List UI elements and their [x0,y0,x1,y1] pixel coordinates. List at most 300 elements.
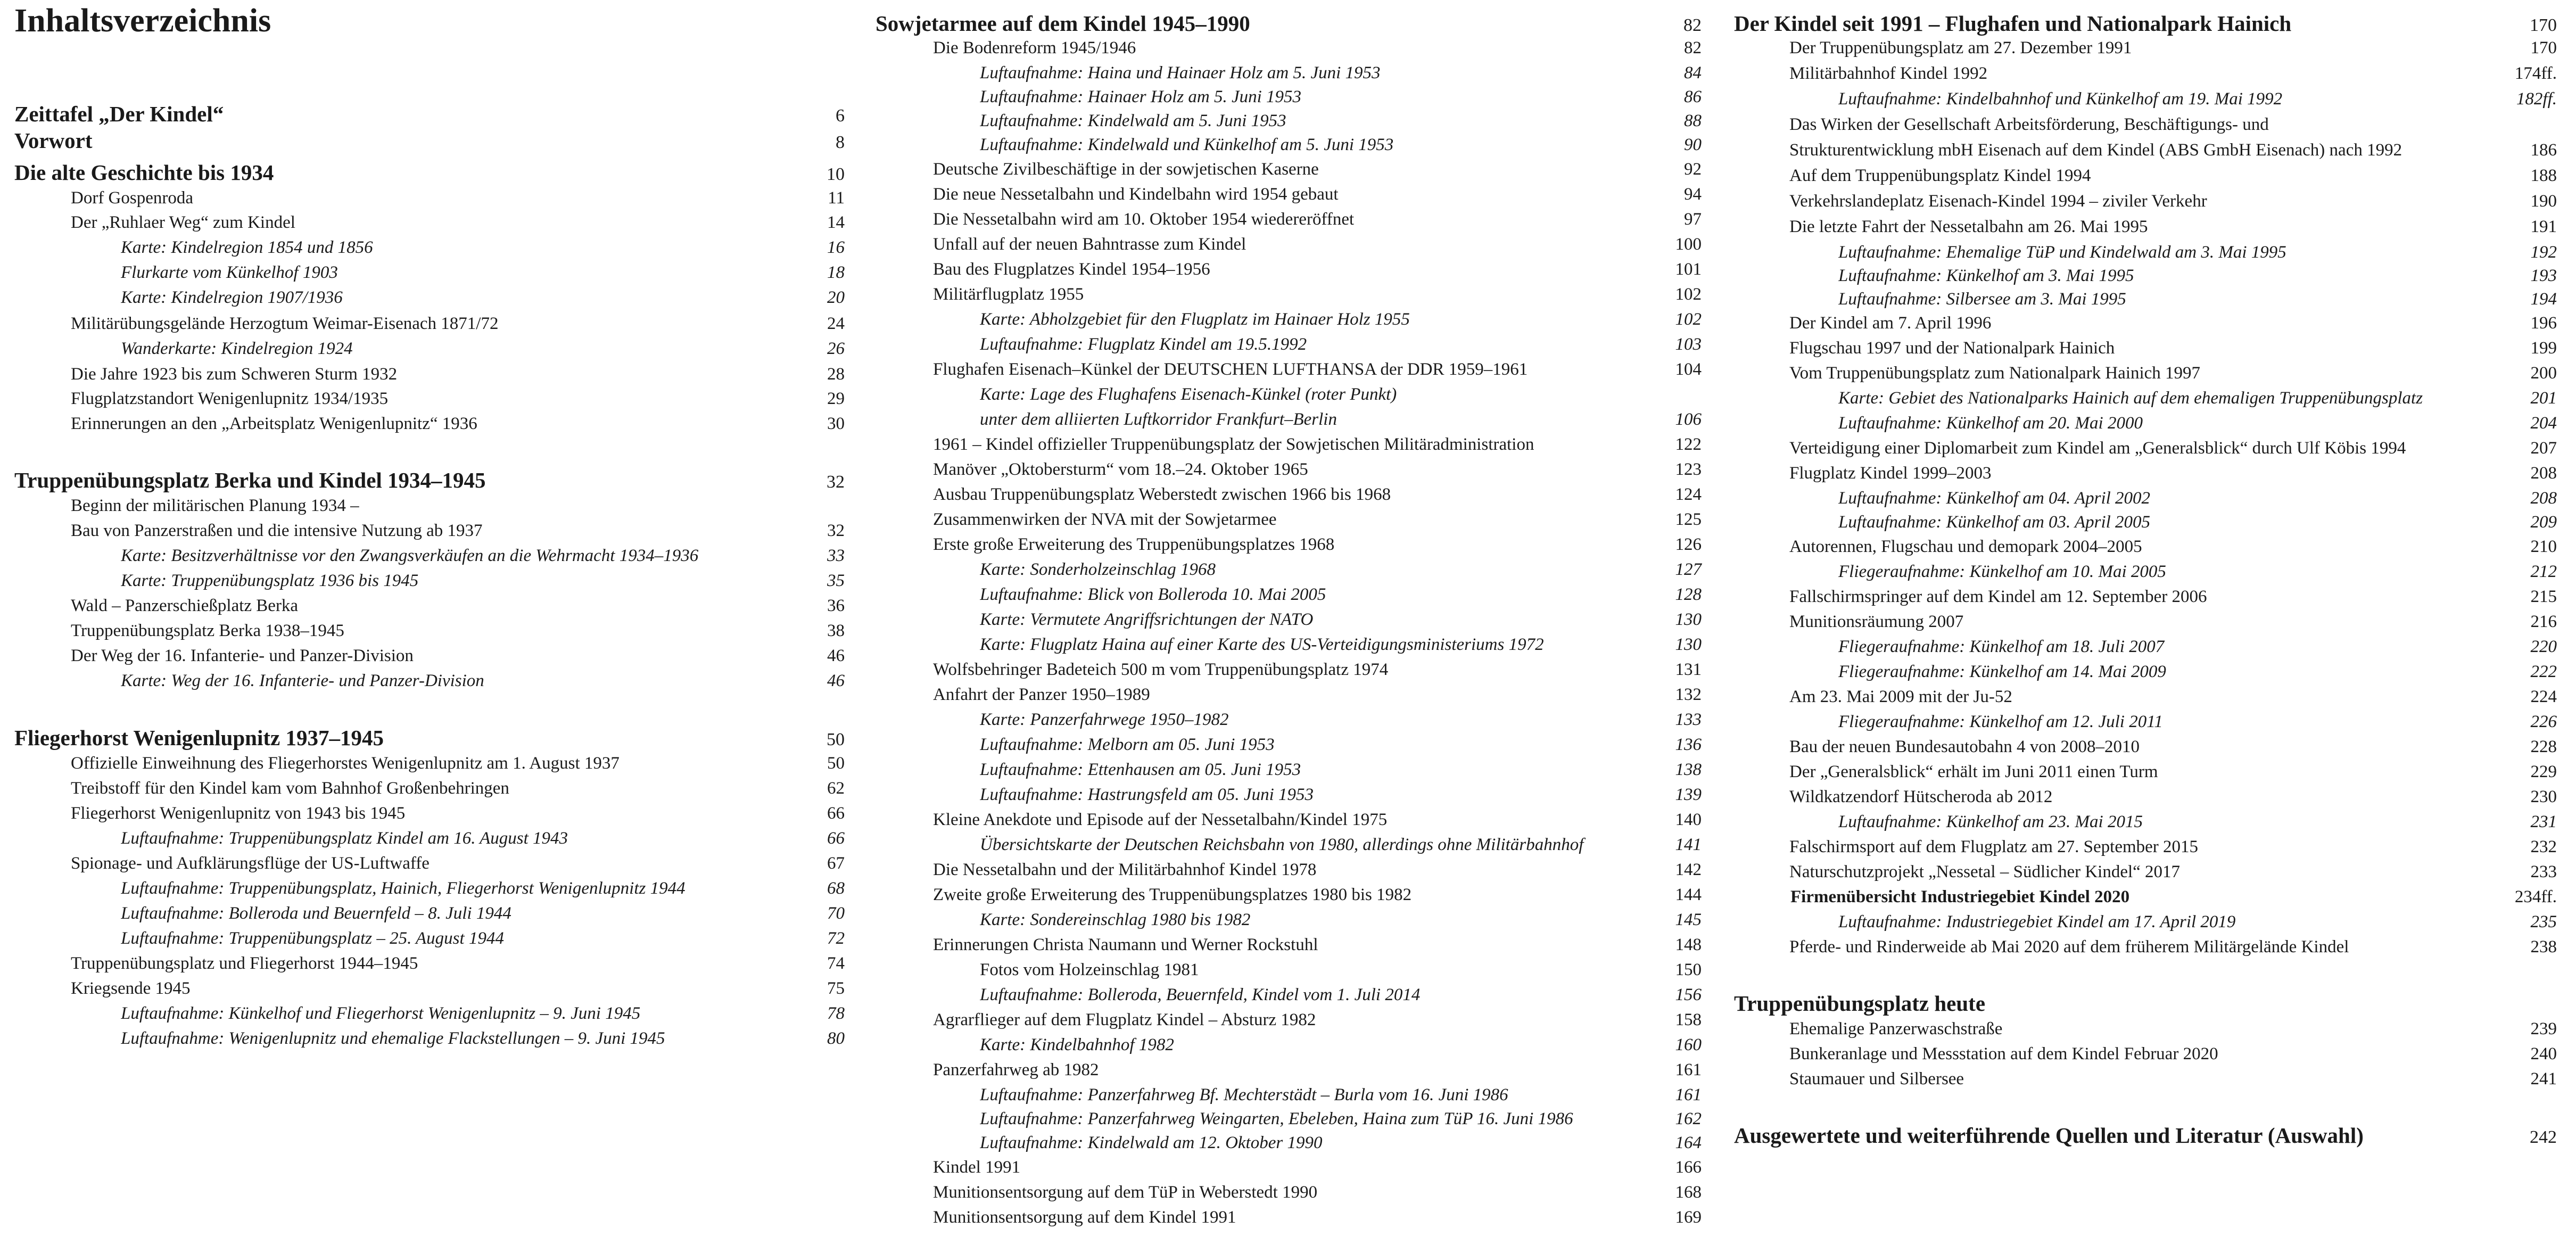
toc-entry[interactable] [1734,1019,2557,1039]
toc-sub-entry[interactable] [876,410,1702,430]
toc-entry[interactable] [876,535,1702,555]
toc-page-number: 28 [827,365,845,384]
toc-entry-title: Wald – Panzerschießplatz Berka [71,596,299,615]
toc-entry[interactable] [876,160,1702,179]
toc-entry[interactable] [1734,115,2557,135]
toc-entry-title: Am 23. Mai 2009 mit der Ju-52 [1789,687,2012,706]
toc-entry-title: Auf dem Truppenübungsplatz Kindel 1994 [1789,166,2091,185]
toc-entry[interactable] [1734,64,2557,84]
toc-page-number: 133 [1675,710,1702,729]
toc-entry-title: Fliegerhorst Wenigenlupnitz von 1943 bis 1945 [71,804,406,823]
toc-entry[interactable] [876,1010,1702,1030]
toc-page-number: 170 [2530,38,2557,57]
toc-page-number: 26 [827,339,845,358]
toc-entry-title: Luftaufnahme: Ettenhausen am 05. Juni 1953 [980,760,1301,779]
toc-entry[interactable] [1734,762,2557,782]
toc-sub-entry[interactable] [876,87,1702,107]
toc-entry-title: Die Nessetalbahn wird am 10. Oktober 1954 wiedereröffnet [933,210,1355,229]
toc-page-number: 209 [2530,513,2557,532]
toc-page-number: 92 [1684,160,1702,179]
toc-page-number: 35 [827,571,845,590]
toc-entry[interactable] [1734,612,2557,632]
toc-entry[interactable] [1734,737,2557,757]
toc-sub-entry[interactable] [1734,266,2557,286]
toc-sub-entry[interactable] [876,310,1702,329]
toc-page-number: 10 [827,164,845,184]
toc-sub-entry[interactable] [876,1109,1702,1129]
toc-entry-title: Verkehrslandeplatz Eisenach-Kindel 1994 – ziviler Verkehr [1789,192,2207,211]
toc-page-number: 204 [2530,414,2557,433]
toc-sub-entry[interactable] [1734,489,2557,508]
toc-page-number: 106 [1675,410,1702,429]
toc-entry[interactable] [14,521,845,541]
toc-sub-entry[interactable] [876,135,1702,155]
toc-entry-title: Karte: Flugplatz Haina auf einer Karte des US-Verteidigungsministeriums 1972 [980,635,1544,654]
toc-sub-entry[interactable] [876,735,1702,755]
toc-entry[interactable] [14,389,845,409]
toc-entry-title: Fliegeraufnahme: Künkelhof am 10. Mai 2005 [1838,562,2166,581]
toc-entry-title: Dorf Gospenroda [71,188,194,208]
toc-entry[interactable] [14,188,845,208]
toc-page-number: 224 [2530,687,2557,706]
toc-page-number: 240 [2530,1044,2557,1063]
toc-sub-entry[interactable] [14,571,845,591]
toc-entry[interactable] [1734,937,2557,957]
toc-sub-entry[interactable] [876,1085,1702,1105]
toc-page-number: 160 [1675,1035,1702,1054]
toc-page-number: 212 [2530,562,2557,581]
toc-entry-title: Bunkeranlage und Messstation auf dem Kindel Februar 2020 [1789,1044,2218,1063]
toc-page-number: 6 [836,106,845,126]
toc-entry[interactable] [1734,439,2557,458]
toc-sub-entry[interactable] [876,610,1702,630]
toc-entry[interactable] [876,38,1702,58]
toc-page-number: 233 [2530,862,2557,881]
toc-sub-entry[interactable] [1734,290,2557,309]
toc-page-number: 46 [827,671,845,690]
toc-sub-entry[interactable] [876,785,1702,805]
toc-page-number: 162 [1675,1109,1702,1128]
toc-page-number: 140 [1675,810,1702,829]
toc-entry-title: Ausbau Truppenübungsplatz Weberstedt zwischen 1966 bis 1968 [933,485,1391,504]
toc-sub-entry[interactable] [876,960,1702,980]
toc-entry[interactable] [1734,687,2557,707]
toc-entry-title: Luftaufnahme: Künkelhof am 03. April 2005 [1838,513,2151,532]
toc-page-number: 234ff. [2514,887,2557,906]
toc-sub-entry[interactable] [1734,637,2557,657]
toc-entry[interactable] [14,954,845,974]
toc-entry-title: Militärflugplatz 1955 [933,285,1084,304]
toc-page-number: 242 [2530,1127,2557,1147]
toc-entry[interactable] [14,779,845,798]
toc-entry[interactable] [1734,837,2557,857]
toc-entry[interactable] [876,660,1702,680]
toc-page-number: 75 [827,979,845,998]
toc-page-number: 194 [2530,290,2557,309]
toc-entry[interactable] [876,210,1702,229]
toc-page-number: 199 [2530,339,2557,358]
toc-entry-title: Truppenübungsplatz Berka und Kindel 1934–1945 [14,468,486,492]
toc-entry-title: Luftaufnahme: Truppenübungsplatz, Hainich, Fliegerhorst Wenigenlupnitz 1944 [121,879,686,898]
toc-entry[interactable] [14,979,845,999]
toc-entry-title: Der Kindel am 7. April 1996 [1789,314,1992,333]
toc-entry-title: Flughafen Eisenach–Künkel der DEUTSCHEN LUFTHANSA der DDR 1959–1961 [933,360,1528,379]
toc-entry-title: Die Nessetalbahn und der Militärbahnhof Kindel 1978 [933,860,1317,879]
toc-page-number: 144 [1675,885,1702,904]
toc-page-number: 208 [2530,489,2557,508]
toc-entry-title: Wanderkarte: Kindelregion 1924 [121,339,353,358]
toc-page-number: 174ff. [2514,64,2557,83]
toc-entry-title: Wolfsbehringer Badeteich 500 m vom Truppenübungsplatz 1974 [933,660,1389,679]
toc-entry-title: Munitionsentsorgung auf dem Kindel 1991 [933,1208,1236,1227]
toc-entry[interactable] [1734,587,2557,607]
toc-entry[interactable] [876,1060,1702,1080]
toc-page-number: 232 [2530,837,2557,856]
toc-entry-title: Luftaufnahme: Hastrungsfeld am 05. Juni 1953 [980,785,1314,804]
toc-sub-entry[interactable] [876,385,1702,405]
toc-page-number: 16 [827,238,845,257]
toc-entry-title: Agrarflieger auf dem Flugplatz Kindel – Absturz 1982 [933,1010,1316,1029]
toc-page-number: 192 [2530,243,2557,262]
toc-sub-entry[interactable] [1734,912,2557,932]
toc-entry[interactable] [1734,464,2557,483]
toc-entry-title: Luftaufnahme: Melborn am 05. Juni 1953 [980,735,1275,754]
toc-entry[interactable] [1734,364,2557,383]
toc-entry-title: Luftaufnahme: Kindelwald am 12. Oktober 1990 [980,1133,1323,1152]
toc-page-number: 150 [1675,960,1702,979]
toc-entry[interactable] [14,804,845,823]
toc-page-number: 14 [827,213,845,232]
toc-entry[interactable] [876,435,1702,455]
toc-sub-entry[interactable] [1734,712,2557,732]
toc-entry-title: Manöver „Oktobersturm“ vom 18.–24. Oktober 1965 [933,460,1308,479]
toc-entry-title: Das Wirken der Gesellschaft Arbeitsförderung, Beschäftigungs- und [1789,115,2269,134]
toc-entry[interactable] [1734,862,2557,882]
toc-entry-title: Die letzte Fahrt der Nessetalbahn am 26. Mai 1995 [1789,217,2148,236]
toc-entry-title: Karte: Weg der 16. Infanterie- und Panzer-Division [121,671,484,690]
toc-page-number: 196 [2530,314,2557,333]
toc-page-number: 216 [2530,612,2557,631]
toc-sub-entry[interactable] [876,1133,1702,1153]
toc-entry-title: Karte: Vermutete Angriffsrichtungen der NATO [980,610,1314,629]
toc-entry[interactable] [1734,339,2557,358]
toc-page-number: 132 [1675,685,1702,704]
toc-entry[interactable] [14,646,845,666]
toc-page-number: 200 [2530,364,2557,383]
toc-page-number: 188 [2530,166,2557,185]
toc-sub-entry[interactable] [1734,389,2557,408]
toc-entry[interactable] [14,496,845,516]
toc-entry[interactable] [876,360,1702,380]
toc-page-number: 46 [827,646,845,665]
toc-entry-title: Luftaufnahme: Panzerfahrweg Weingarten, Ebeleben, Haina zum TüP 16. Juni 1986 [980,1109,1573,1128]
toc-page-number: 208 [2530,464,2557,483]
toc-page-number: 88 [1684,111,1702,130]
toc-column-right [1734,0,2557,1245]
toc-page-number: 38 [827,621,845,640]
toc-entry-title: Zweite große Erweiterung des Truppenübungsplatzes 1980 bis 1982 [933,885,1412,904]
toc-entry[interactable] [876,235,1702,254]
toc-sub-entry[interactable] [14,829,845,848]
toc-sub-entry[interactable] [1734,414,2557,433]
toc-page-number: 128 [1675,585,1702,604]
toc-entry[interactable] [876,1158,1702,1177]
toc-entry-title: Fallschirmspringer auf dem Kindel am 12. September 2006 [1789,587,2207,606]
toc-page-number: 148 [1675,935,1702,954]
toc-entry-title: Luftaufnahme: Kindelwald am 5. Juni 1953 [980,111,1286,130]
toc-entry[interactable] [1734,887,2557,907]
toc-entry[interactable] [1734,217,2557,237]
toc-entry-title: Kriegsende 1945 [71,979,191,998]
toc-column-left [14,0,845,1245]
toc-page-number: 230 [2530,787,2557,806]
toc-sub-entry[interactable] [14,1004,845,1024]
toc-entry-title: Sowjetarmee auf dem Kindel 1945–1990 [876,11,1250,36]
toc-entry-title: Pferde- und Rinderweide ab Mai 2020 auf dem früherem Militärgelände Kindel [1789,937,2349,957]
toc-sub-entry[interactable] [1734,812,2557,832]
toc-entry-title: Luftaufnahme: Hainaer Holz am 5. Juni 1953 [980,87,1302,106]
toc-entry[interactable] [876,685,1702,705]
toc-entry[interactable] [876,185,1702,204]
toc-sub-entry[interactable] [14,238,845,258]
toc-sub-entry[interactable] [1734,513,2557,532]
toc-entry[interactable] [14,854,845,873]
toc-entry[interactable] [1734,192,2557,211]
toc-page-number: 78 [827,1004,845,1023]
toc-page-number: 235 [2530,912,2557,931]
toc-page-number: 131 [1675,660,1702,679]
toc-entry-title: Fotos vom Holzeinschlag 1981 [980,960,1199,979]
toc-entry-title: Anfahrt der Panzer 1950–1989 [933,685,1150,704]
toc-entry-title: 1961 – Kindel offizieller Truppenübungsplatz der Sowjetischen Militäradministration [933,435,1534,454]
toc-entry[interactable] [14,754,845,773]
toc-entry-title: Staumauer und Silbersee [1789,1069,1964,1089]
toc-entry-title: Munitionsentsorgung auf dem TüP in Weberstedt 1990 [933,1183,1318,1202]
toc-page-number: 193 [2530,266,2557,285]
toc-page-number: 62 [827,779,845,798]
toc-entry[interactable] [14,314,845,334]
toc-entry-title: Deutsche Zivilbeschäftige in der sowjetischen Kaserne [933,160,1319,179]
toc-entry[interactable] [1734,141,2557,160]
toc-page-number: 36 [827,596,845,615]
toc-entry-title: Luftaufnahme: Truppenübungsplatz Kindel am 16. August 1943 [121,829,568,848]
toc-entry[interactable] [876,260,1702,279]
toc-entry-title: Beginn der militärischen Planung 1934 – [71,496,359,515]
toc-entry-title: Karte: Kindelbahnhof 1982 [980,1035,1174,1054]
toc-entry-title: Flugschau 1997 und der Nationalpark Hainich [1789,339,2115,358]
toc-entry[interactable] [876,1208,1702,1227]
toc-page-number: 100 [1675,235,1702,254]
toc-page-number: 215 [2530,587,2557,606]
toc-section-heading[interactable] [14,467,845,493]
toc-entry[interactable] [1734,38,2557,58]
toc-page-number: 139 [1675,785,1702,804]
toc-entry-title: Munitionsräumung 2007 [1789,612,1964,631]
toc-entry-title: Zusammenwirken der NVA mit der Sowjetarmee [933,510,1277,529]
toc-sub-entry[interactable] [876,1035,1702,1055]
toc-entry-title: Zeittafel „Der Kindel“ [14,102,224,126]
toc-entry[interactable] [1734,1069,2557,1089]
toc-page-number: 127 [1675,560,1702,579]
toc-sub-entry[interactable] [14,879,845,898]
toc-page-number: 102 [1675,285,1702,304]
toc-page-number: 226 [2530,712,2557,731]
toc-entry-title: unter dem alliierten Luftkorridor Frankfurt–Berlin [980,410,1337,429]
toc-entry[interactable] [14,213,845,233]
toc-section-heading[interactable] [1734,1123,2557,1148]
toc-entry[interactable] [1734,314,2557,333]
toc-entry-title: Übersichtskarte der Deutschen Reichsbahn von 1980, allerdings ohne Militärbahnhof [980,835,1584,854]
toc-entry-title: Bau des Flugplatzes Kindel 1954–1956 [933,260,1210,279]
toc-page-number: 201 [2530,389,2557,408]
toc-page-number: 101 [1675,260,1702,279]
toc-sub-entry[interactable] [876,585,1702,605]
toc-section-heading[interactable] [14,160,845,185]
toc-page-number: 164 [1675,1133,1702,1152]
toc-entry[interactable] [876,285,1702,304]
toc-page-number: 24 [827,314,845,333]
toc-entry-title: Luftaufnahme: Künkelhof am 23. Mai 2015 [1838,812,2143,831]
toc-sub-entry[interactable] [876,63,1702,83]
toc-sub-entry[interactable] [14,263,845,283]
toc-sub-entry[interactable] [14,1029,845,1049]
toc-entry[interactable] [1734,166,2557,186]
toc-entry[interactable] [876,1183,1702,1202]
toc-page-number: 94 [1684,185,1702,204]
toc-page-number: 145 [1675,910,1702,929]
toc-entry-title: Luftaufnahme: Bolleroda und Beuernfeld – 8. Juli 1944 [121,904,511,923]
toc-entry[interactable] [1734,1044,2557,1064]
toc-page-number: 207 [2530,439,2557,458]
toc-sub-entry[interactable] [876,985,1702,1005]
toc-sub-entry[interactable] [1734,562,2557,582]
toc-page-number: 80 [827,1029,845,1048]
toc-entry-title: Flugplatzstandort Wenigenlupnitz 1934/1935 [71,389,389,408]
toc-entry-title: Luftaufnahme: Blick von Bolleroda 10. Mai 2005 [980,585,1326,604]
toc-page-number: 138 [1675,760,1702,779]
toc-page-number: 11 [828,188,845,208]
toc-entry[interactable] [876,885,1702,905]
toc-entry[interactable] [876,810,1702,830]
toc-entry[interactable] [14,414,845,434]
toc-entry-title: Panzerfahrweg ab 1982 [933,1060,1099,1079]
toc-entry[interactable] [14,596,845,616]
toc-page-number: 220 [2530,637,2557,656]
toc-entry-title: Kindel 1991 [933,1158,1021,1177]
toc-sub-entry[interactable] [876,635,1702,655]
toc-section-heading[interactable] [876,11,1702,36]
toc-entry[interactable] [1734,537,2557,557]
toc-entry-title: Karte: Gebiet des Nationalparks Hainich auf dem ehemaligen Truppenübungsplatz [1838,389,2423,408]
toc-entry-title: Die Bodenreform 1945/1946 [933,38,1136,57]
toc-page-number: 50 [827,754,845,773]
toc-sub-entry[interactable] [876,910,1702,930]
toc-sub-entry[interactable] [14,288,845,308]
toc-entry-title: Ausgewertete und weiterführende Quellen und Literatur (Auswahl) [1734,1123,2364,1148]
toc-entry-title: Luftaufnahme: Kindelbahnhof und Künkelhof am 19. Mai 1992 [1838,89,2283,109]
toc-page-number: 241 [2530,1069,2557,1089]
toc-entry-title: Fliegeraufnahme: Künkelhof am 14. Mai 2009 [1838,662,2166,681]
toc-sub-entry[interactable] [876,335,1702,354]
toc-sub-entry[interactable] [876,835,1702,855]
toc-sub-entry[interactable] [876,710,1702,730]
toc-sub-entry[interactable] [876,760,1702,780]
toc-sub-entry[interactable] [1734,89,2557,109]
toc-entry[interactable] [14,365,845,384]
toc-entry-title: Karte: Abholzgebiet für den Flugplatz im Hainaer Holz 1955 [980,310,1410,329]
toc-entry[interactable] [1734,787,2557,807]
toc-page-number: 141 [1675,835,1702,854]
toc-sub-entry[interactable] [14,929,845,949]
toc-entry-title: Flugplatz Kindel 1999–2003 [1789,464,1992,483]
toc-sub-entry[interactable] [1734,662,2557,682]
toc-page-number: 125 [1675,510,1702,529]
toc-page-number: 130 [1675,610,1702,629]
toc-entry-title: Der Kindel seit 1991 – Flughafen und Nationalpark Hainich [1734,11,2292,36]
toc-entry-title: Die alte Geschichte bis 1934 [14,160,274,185]
toc-page-number: 50 [827,730,845,749]
toc-entry-title: Der Weg der 16. Infanterie- und Panzer-Division [71,646,414,665]
toc-page-number: 222 [2530,662,2557,681]
toc-entry-title: Truppenübungsplatz Berka 1938–1945 [71,621,344,640]
toc-sub-entry[interactable] [14,546,845,566]
toc-entry-title: Vorwort [14,128,93,153]
toc-entry[interactable] [876,485,1702,505]
toc-section-heading[interactable] [14,101,845,127]
toc-entry-title: Strukturentwicklung mbH Eisenach auf dem Kindel (ABS GmbH Eisenach) nach 1992 [1789,141,2402,160]
toc-entry[interactable] [876,935,1702,955]
toc-entry-title: Der Truppenübungsplatz am 27. Dezember 1991 [1789,38,2132,57]
toc-page-number: 190 [2530,192,2557,211]
toc-entry-title: Spionage- und Aufklärungsflüge der US-Luftwaffe [71,854,430,873]
toc-page-number: 66 [827,829,845,848]
toc-entry[interactable] [876,860,1702,880]
toc-page-number: 136 [1675,735,1702,754]
toc-entry[interactable] [876,510,1702,530]
toc-page-number: 82 [1683,15,1702,35]
toc-sub-entry[interactable] [876,111,1702,131]
page-title: Inhaltsverzeichnis [14,3,271,39]
toc-sub-entry[interactable] [1734,243,2557,262]
toc-page-number: 32 [827,521,845,540]
toc-entry-title: Offizielle Einweihnung des Fliegerhorstes Wenigenlupnitz am 1. August 1937 [71,754,620,773]
toc-page-number: 32 [827,472,845,492]
toc-page-number: 29 [827,389,845,408]
toc-sub-entry[interactable] [14,671,845,691]
toc-entry-title: Luftaufnahme: Ehemalige TüP und Kindelwald am 3. Mai 1995 [1838,243,2286,262]
toc-page-number: 66 [827,804,845,823]
toc-page-number: 166 [1675,1158,1702,1177]
toc-section-heading[interactable] [14,128,845,153]
toc-sub-entry[interactable] [876,560,1702,580]
toc-entry-title: Luftaufnahme: Haina und Hainaer Holz am 5. Juni 1953 [980,63,1381,83]
toc-entry-title: Luftaufnahme: Künkelhof und Fliegerhorst Wenigenlupnitz – 9. Juni 1945 [121,1004,641,1023]
toc-section-heading[interactable] [1734,991,2557,1016]
toc-entry-title: Falschirmsport auf dem Flugplatz am 27. September 2015 [1789,837,2199,856]
toc-entry-title: Luftaufnahme: Silbersee am 3. Mai 1995 [1838,290,2126,309]
toc-sub-entry[interactable] [14,339,845,359]
toc-section-heading[interactable] [1734,11,2557,36]
toc-entry[interactable] [876,460,1702,480]
toc-section-heading[interactable] [14,725,845,751]
toc-sub-entry[interactable] [14,904,845,924]
toc-page-number: 239 [2530,1019,2557,1038]
toc-entry-title: Karte: Lage des Flughafens Eisenach-Künkel (roter Punkt) [980,385,1397,404]
toc-entry[interactable] [14,621,845,641]
toc-page-number: 70 [827,904,845,923]
toc-page-number: 229 [2530,762,2557,781]
toc-entry-title: Vom Truppenübungsplatz zum Nationalpark Hainich 1997 [1789,364,2201,383]
